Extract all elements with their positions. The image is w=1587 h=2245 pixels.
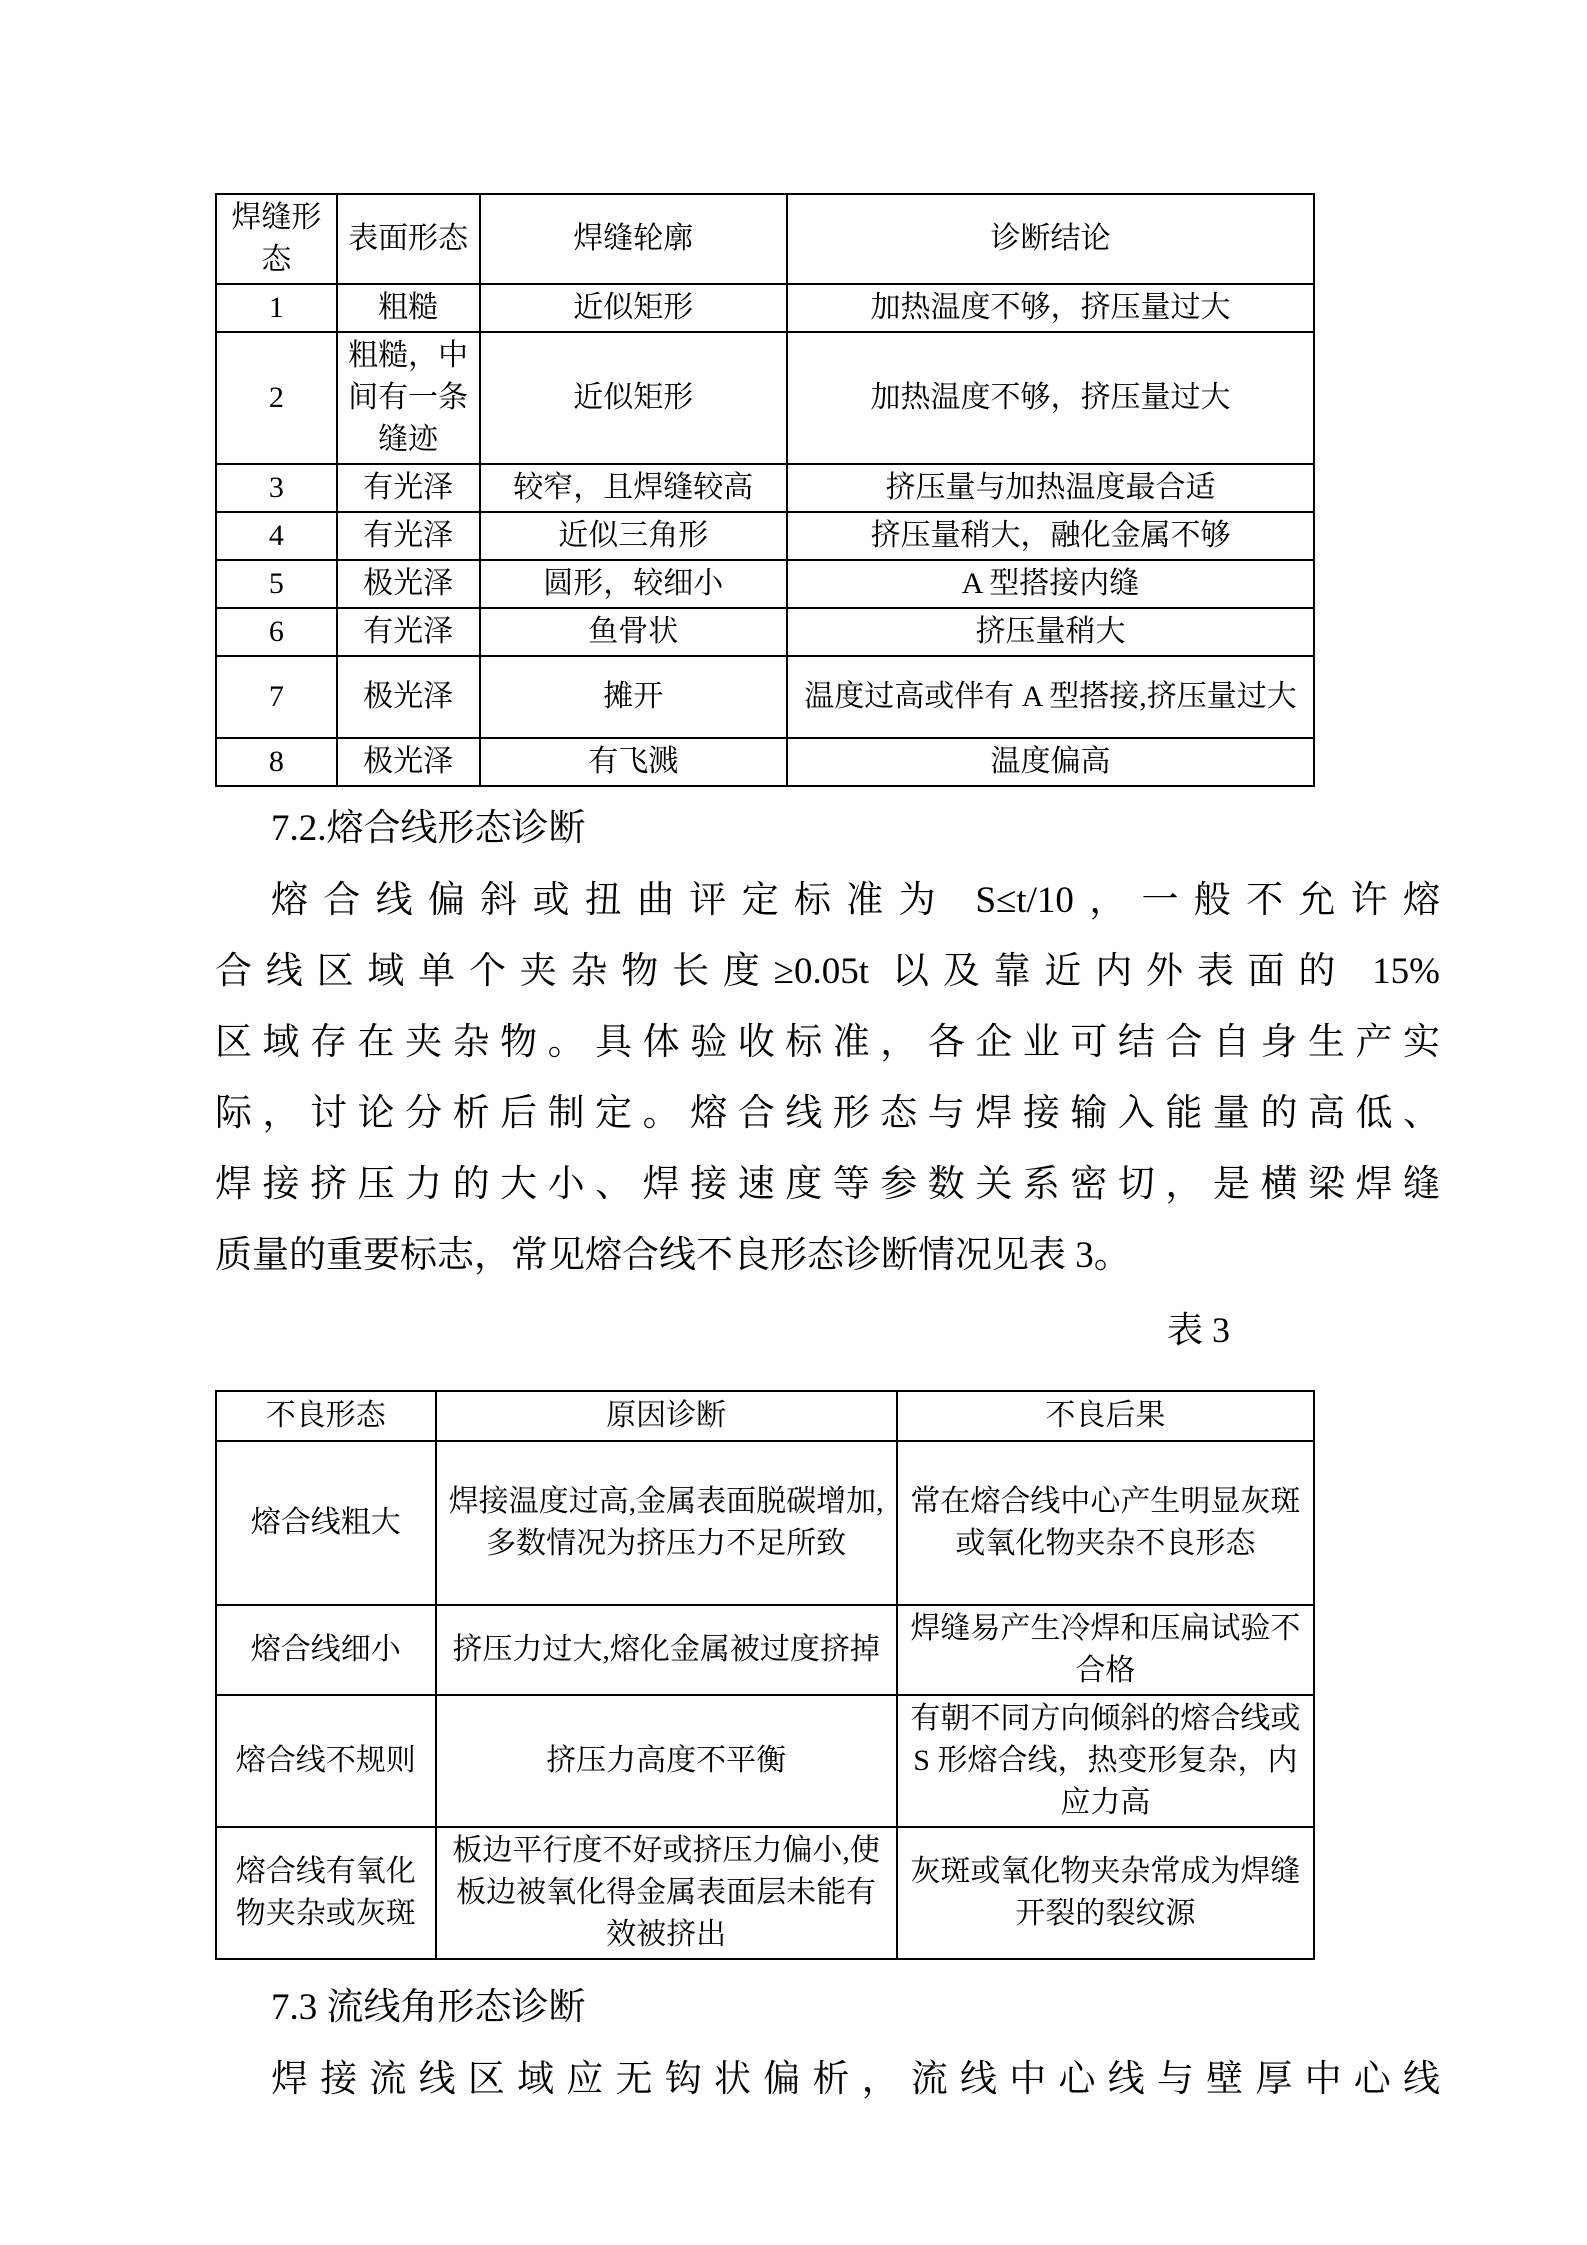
cell: 近似矩形 <box>480 284 787 332</box>
cell: 粗糙，中间有一条缝迹 <box>337 332 480 464</box>
cell: 4 <box>216 512 337 560</box>
cell: 加热温度不够，挤压量过大 <box>787 284 1314 332</box>
cell: 温度过高或伴有 A 型搭接,挤压量过大 <box>787 656 1314 738</box>
cell: 鱼骨状 <box>480 608 787 656</box>
table-row <box>216 738 1314 786</box>
cell: 熔合线有氧化物夹杂或灰斑 <box>216 1827 436 1959</box>
cell: 7 <box>216 656 337 738</box>
paragraph-line: 区域存在夹杂物。具体验收标准，各企业可结合自身生产实 <box>215 1022 1440 1063</box>
cell: 加热温度不够，挤压量过大 <box>787 332 1314 464</box>
paragraph-line: 焊接挤压力的大小、焊接速度等参数关系密切，是横梁焊缝 <box>215 1164 1440 1205</box>
cell: 摊开 <box>480 656 787 738</box>
cell: 8 <box>216 738 337 786</box>
table-header-row <box>216 1391 1314 1441</box>
table-row <box>216 560 1314 608</box>
cell: 焊接温度过高,金属表面脱碳增加,多数情况为挤压力不足所致 <box>436 1441 897 1605</box>
cell: 有光泽 <box>337 512 480 560</box>
cell: 近似矩形 <box>480 332 787 464</box>
cell: 灰斑或氧化物夹杂常成为焊缝开裂的裂纹源 <box>897 1827 1314 1959</box>
cell: 板边平行度不好或挤压力偏小,使板边被氧化得金属表面层未能有效被挤出 <box>436 1827 897 1959</box>
cell: 熔合线细小 <box>216 1605 436 1695</box>
table-row <box>216 1441 1314 1605</box>
cell: 5 <box>216 560 337 608</box>
header-cell: 原因诊断 <box>436 1391 897 1441</box>
table-row <box>216 1695 1314 1827</box>
cell: 有光泽 <box>337 608 480 656</box>
header-cell: 诊断结论 <box>787 194 1314 284</box>
section-7-2-paragraph <box>215 865 1440 1291</box>
cell: 温度偏高 <box>787 738 1314 786</box>
cell: 6 <box>216 608 337 656</box>
paragraph-line: 合线区域单个夹杂物长度≥0.05t 以及靠近内外表面的 15% <box>215 951 1440 992</box>
header-cell: 焊缝轮廓 <box>480 194 787 284</box>
table-row <box>216 464 1314 512</box>
table-row <box>216 1605 1314 1695</box>
cell: 挤压力过大,熔化金属被过度挤掉 <box>436 1605 897 1695</box>
paragraph-line: 际，讨论分析后制定。熔合线形态与焊接输入能量的高低、 <box>215 1093 1440 1134</box>
table-row <box>216 656 1314 738</box>
table-row <box>216 512 1314 560</box>
cell: 有朝不同方向倾斜的熔合线或 S 形熔合线，热变形复杂，内应力高 <box>897 1695 1314 1827</box>
cell: 有飞溅 <box>480 738 787 786</box>
table3-caption: 表 3 <box>1166 1310 1230 1350</box>
cell: 2 <box>216 332 337 464</box>
paragraph-line: 质量的重要标志，常见熔合线不良形态诊断情况见表 3。 <box>215 1235 1131 1276</box>
table-row <box>216 1827 1314 1959</box>
cell: 极光泽 <box>337 656 480 738</box>
header-cell: 不良后果 <box>897 1391 1314 1441</box>
cell: 挤压量与加热温度最合适 <box>787 464 1314 512</box>
table-row <box>216 608 1314 656</box>
cell: 3 <box>216 464 337 512</box>
header-cell: 不良形态 <box>216 1391 436 1441</box>
table-row <box>216 332 1314 464</box>
cell: 挤压量稍大 <box>787 608 1314 656</box>
cell: A 型搭接内缝 <box>787 560 1314 608</box>
table-row <box>216 284 1314 332</box>
cell: 有光泽 <box>337 464 480 512</box>
cell: 近似三角形 <box>480 512 787 560</box>
cell: 圆形，较细小 <box>480 560 787 608</box>
cell: 极光泽 <box>337 560 480 608</box>
cell: 较窄，且焊缝较高 <box>480 464 787 512</box>
cell: 挤压量稍大，融化金属不够 <box>787 512 1314 560</box>
cell: 极光泽 <box>337 738 480 786</box>
header-cell: 焊缝形态 <box>216 194 337 284</box>
cell: 熔合线不规则 <box>216 1695 436 1827</box>
paragraph-line: 熔合线偏斜或扭曲评定标准为 S≤t/10，一般不允许熔 <box>271 880 1440 921</box>
cell: 挤压力高度不平衡 <box>436 1695 897 1827</box>
cell: 粗糙 <box>337 284 480 332</box>
cell: 常在熔合线中心产生明显灰斑或氧化物夹杂不良形态 <box>897 1441 1314 1605</box>
table-header-row <box>216 194 1314 284</box>
weld-seam-form-table <box>215 193 1315 787</box>
cell: 熔合线粗大 <box>216 1441 436 1605</box>
paragraph-line: 焊接流线区域应无钩状偏析，流线中心线与壁厚中心线 <box>271 2059 1440 2100</box>
fusion-line-defect-table <box>215 1390 1315 1960</box>
section-7-2-heading: 7.2.熔合线形态诊断 <box>271 808 586 849</box>
cell: 1 <box>216 284 337 332</box>
header-cell: 表面形态 <box>337 194 480 284</box>
cell: 焊缝易产生冷焊和压扁试验不合格 <box>897 1605 1314 1695</box>
section-7-3-heading: 7.3 流线角形态诊断 <box>271 1987 586 2028</box>
